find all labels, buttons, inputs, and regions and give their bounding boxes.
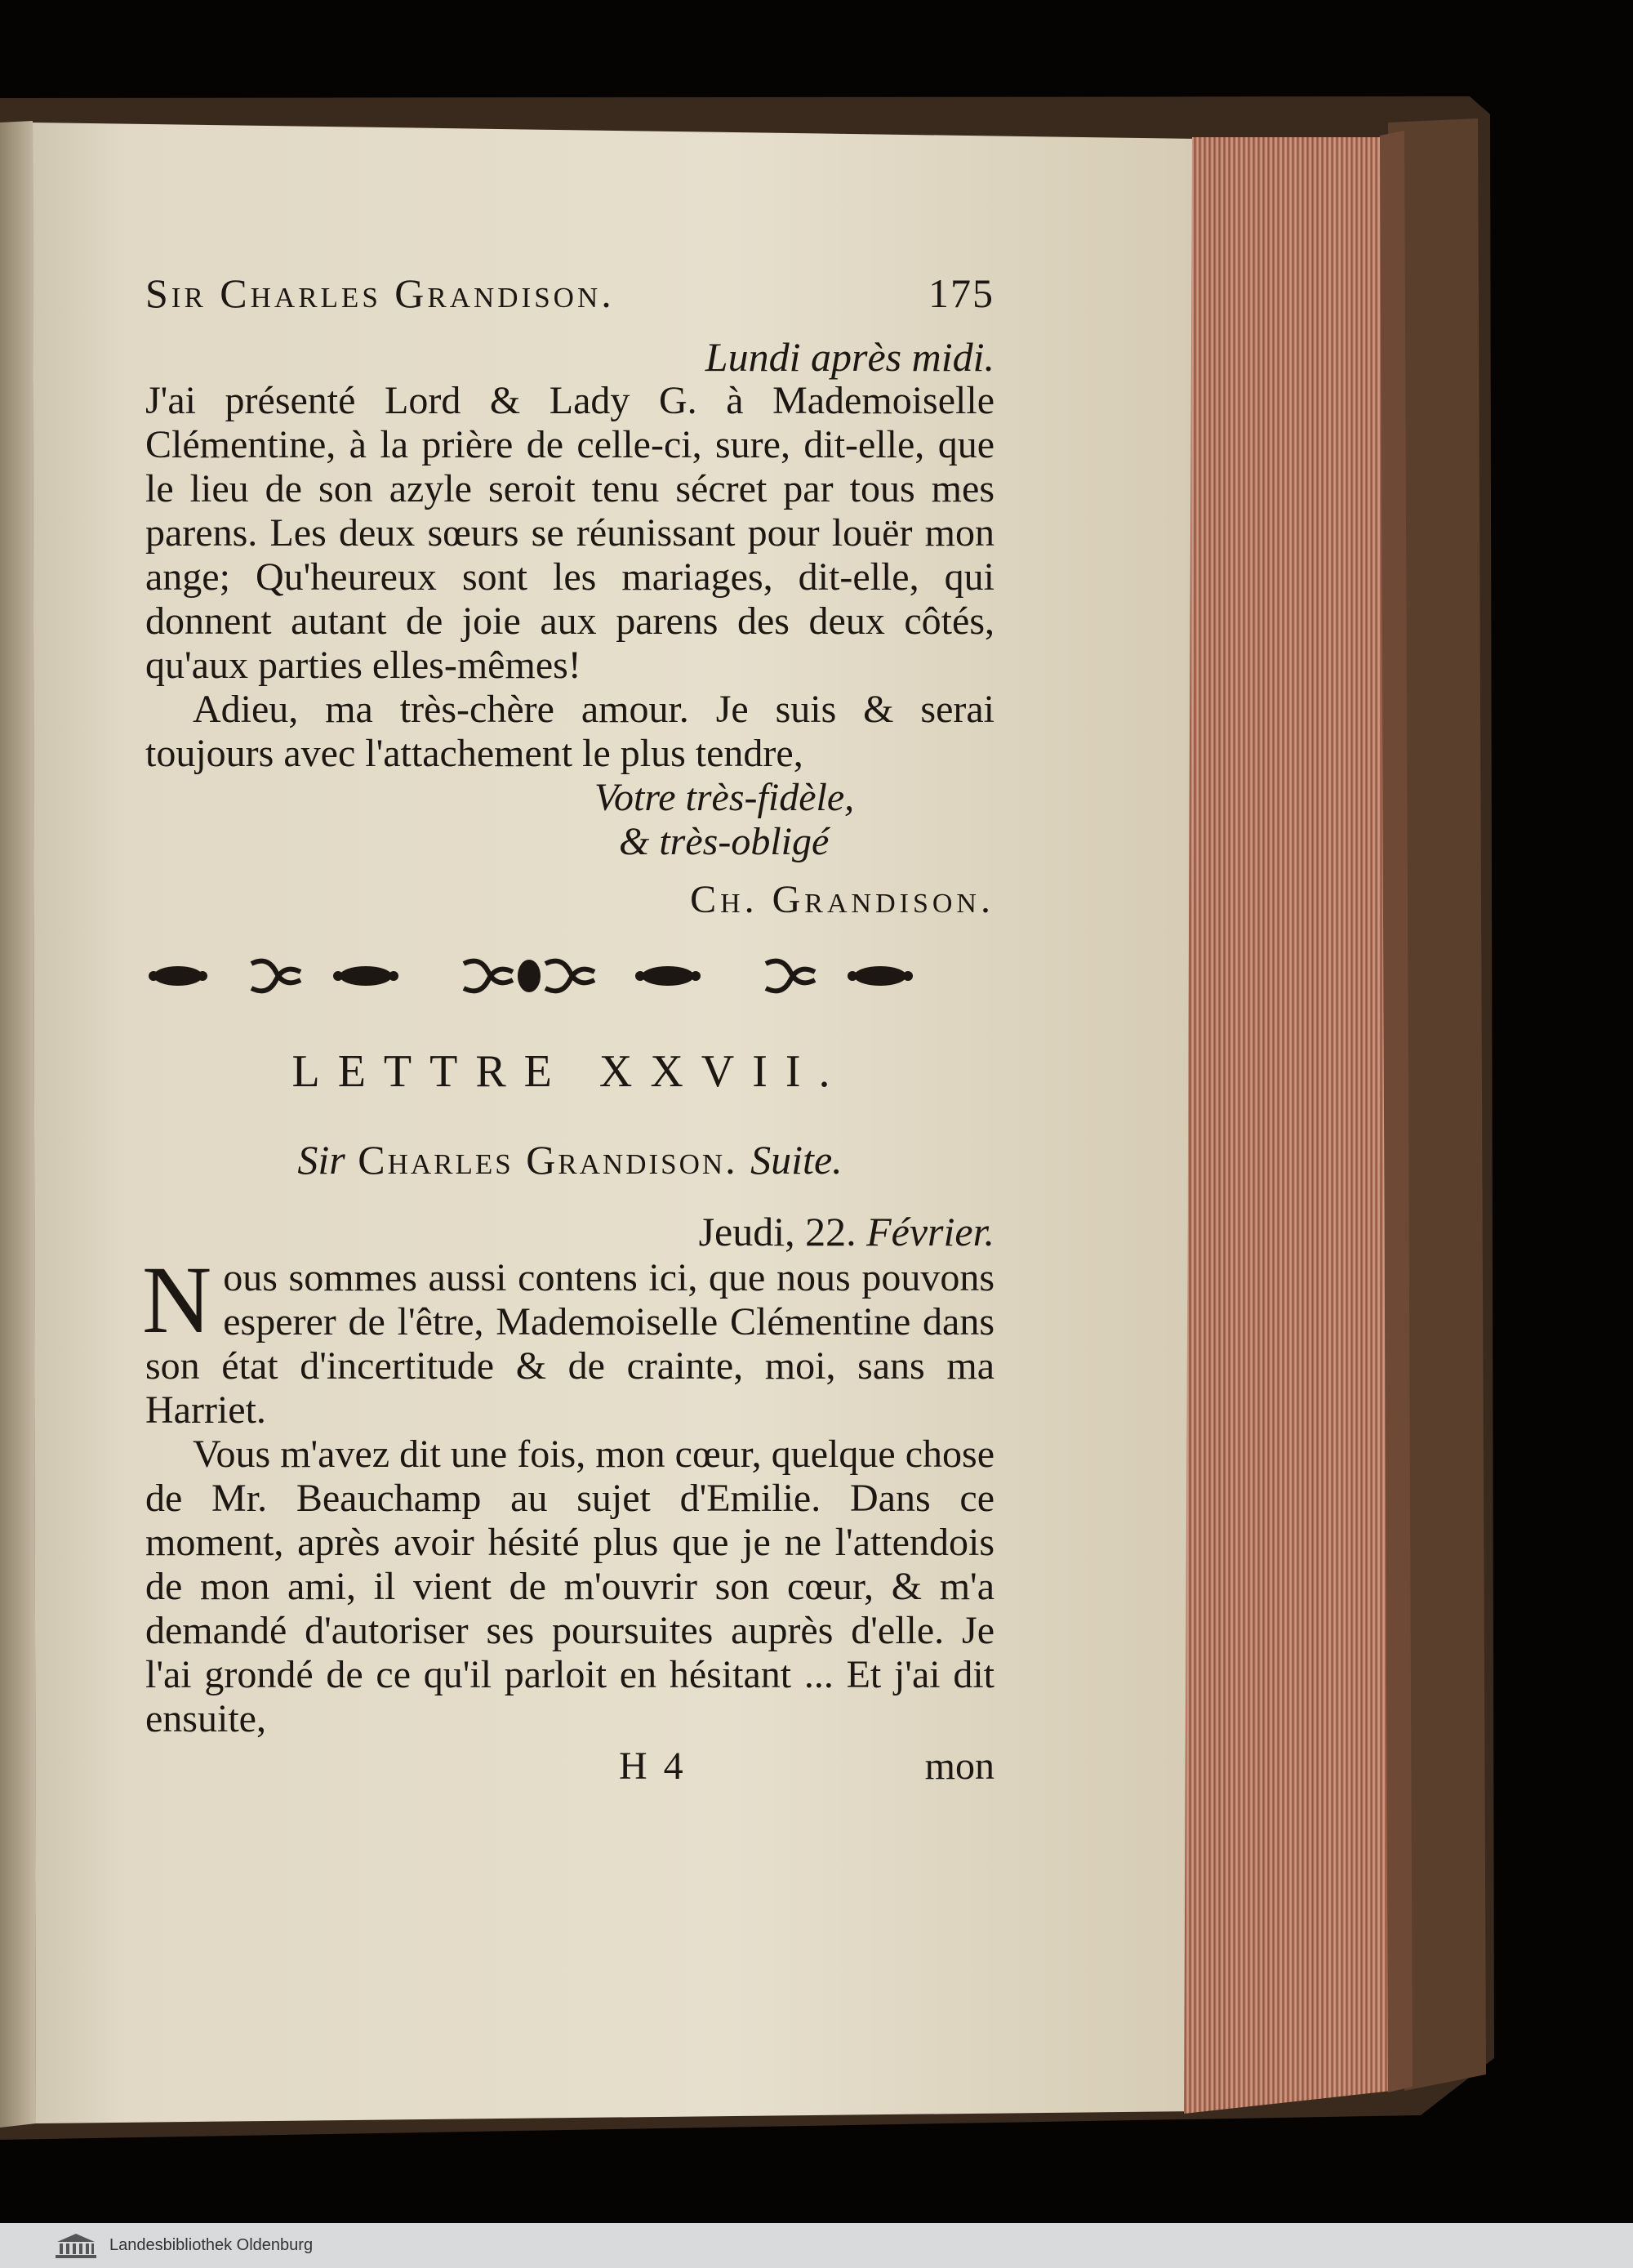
closing-line-2: & très-obligé (619, 820, 830, 863)
dateline-day: Jeudi, 22. (698, 1209, 857, 1254)
subtitle-prefix: Sir (297, 1137, 345, 1183)
running-header (145, 270, 994, 335)
subtitle-suffix: Suite. (750, 1137, 843, 1183)
letter-title: LETTRE XXVII. (291, 1046, 848, 1097)
ornament-fleuron (333, 966, 398, 986)
catchword: mon (924, 1744, 994, 1788)
library-footer-bar (0, 2223, 1633, 2268)
signature: Ch. Grandison. (690, 878, 994, 921)
drop-cap: N (142, 1246, 212, 1353)
letter-body-paragraph-2: Vous m'avez dit une fois, mon cœur, quelque chose de Mr. Beauchamp au sujet d'Emilie. Dans ce moment, après avoir hésité plus que je ne l'attendois de mon ami, il vient de m'ouvrir son cœur, & m'a demandé d'autoriser ses poursuites auprès d'elle. Je l'ai grondé de ce qu'il parloit en hésitant ... Et j'ai dit ensuite, (145, 1433, 994, 1740)
letter-body-paragraph-1: ous sommes aussi contens ici, que nous pouvons esperer de l'être, Mademoiselle Clémentine dans son état d'incertitude & de crainte, moi, sans ma Harriet. (145, 1256, 994, 1432)
running-head-title: Sir Charles Grandison. (145, 270, 615, 316)
paragraph-2: Adieu, ma très-chère amour. Je suis & serai toujours avec l'attachement le plus tendre, (145, 688, 994, 775)
letter-subtitle (145, 1119, 994, 1201)
ornament-fleuron (635, 966, 701, 986)
ornament-fleuron (766, 961, 815, 991)
ornament-fleuron (149, 966, 207, 986)
page-footer (145, 1744, 994, 1789)
library-name: Landesbibliothek Oldenburg (109, 2236, 314, 2254)
dateline-month: Février. (866, 1209, 994, 1254)
signature-mark: H 4 (619, 1744, 687, 1788)
ornament-fleuron (848, 966, 913, 986)
subtitle-name: Charles Grandison. (358, 1137, 738, 1183)
page-text-block (142, 270, 994, 1789)
library-building-icon (54, 2232, 98, 2260)
closing-line-1: Votre très-fidèle, (594, 776, 855, 819)
ornament-fleuron (251, 961, 300, 991)
paragraph-1: J'ai présenté Lord & Lady G. à Mademoiselle Clémentine, à la prière de celle-ci, sure, dit-elle, que le lieu de son azyle seroit tenu sécret par tous mes parens. Les deux sœurs se réunissant pour louër mon ange; Qu'heureux sont les mariages, dit-elle, qui donnent autant de joie aux parens des deux côtés, qu'aux parties elles-mêmes! (145, 379, 994, 687)
ornament-divider (145, 947, 994, 1005)
letter-closing (594, 776, 994, 864)
ornament-fleuron (464, 960, 594, 992)
letter-dateline (145, 1207, 994, 1256)
letter-opening (142, 1246, 994, 1433)
dateline: Lundi après midi. (705, 334, 994, 380)
page-number: 175 (928, 270, 994, 316)
